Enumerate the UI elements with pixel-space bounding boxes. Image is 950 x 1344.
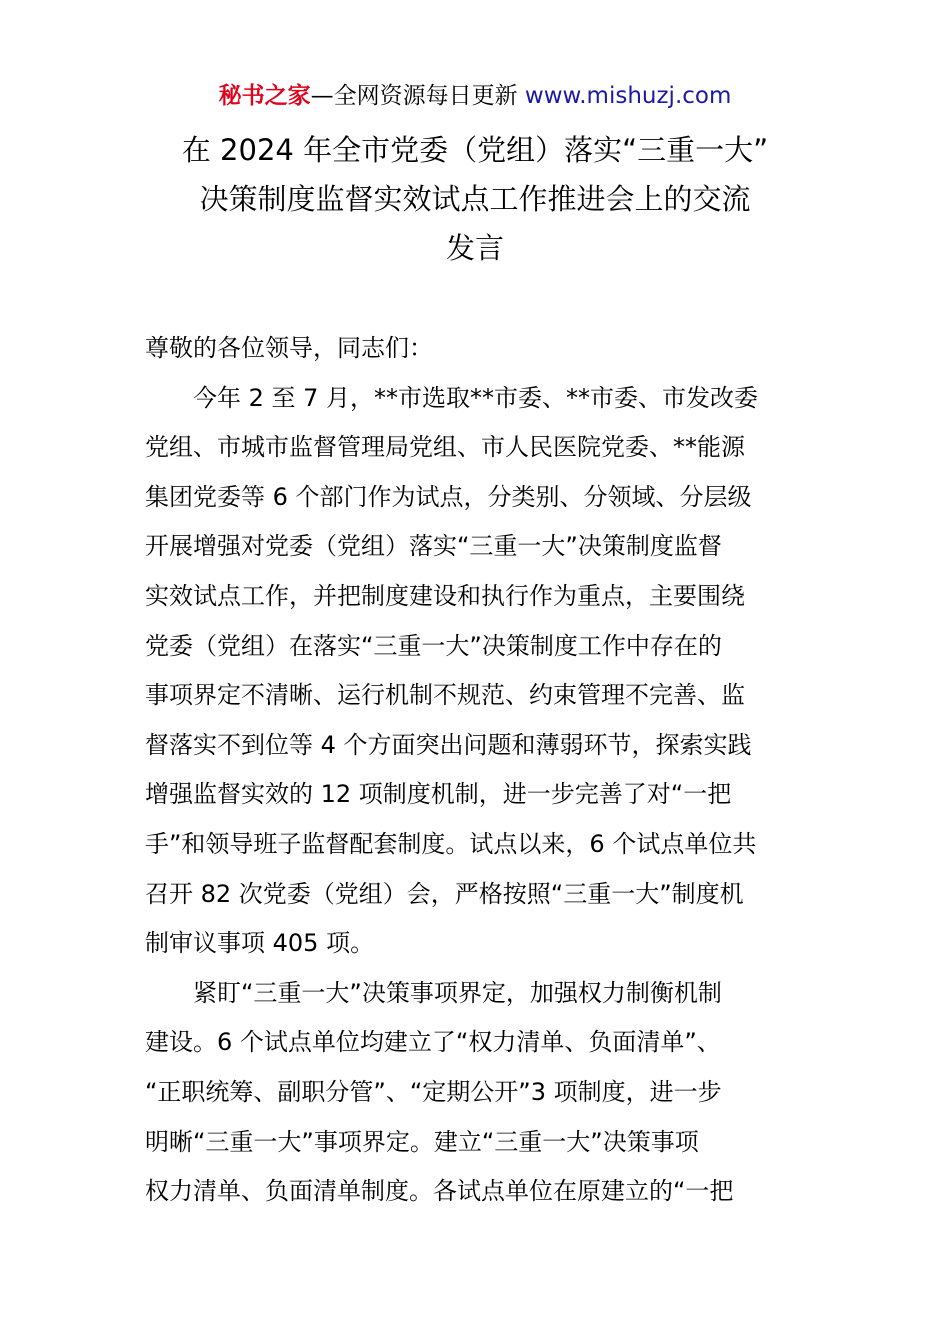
paragraph-line: 明晰“三重一大”事项界定。建立“三重一大”决策事项 [145,1127,699,1156]
title-line-1: 在 2024 年全市党委（党组）落实“三重一大” [181,133,769,167]
paragraph-line: 事项界定不清晰、运行机制不规范、约束管理不完善、监 [145,681,745,710]
site-slogan: —全网资源每日更新 [310,83,525,109]
paragraph-line: 党委（党组）在落实“三重一大”决策制度工作中存在的 [145,631,722,660]
paragraph-line: 督落实不到位等 4 个方面突出问题和薄弱环节，探索实践 [145,730,752,759]
paragraph-line: 开展增强对党委（党组）落实“三重一大”决策制度监督 [145,532,722,561]
site-url-link[interactable]: www.mishuzj.com [524,83,732,109]
paragraph-line: 党组、市城市监督管理局党组、市人民医院党委、**能源 [145,433,745,462]
title-line-3: 发言 [445,231,504,265]
paragraph-line: 紧盯“三重一大”决策事项界定，加强权力制衡机制 [193,978,722,1007]
paragraph-line: 建设。6 个试点单位均建立了“权力清单、负面清单”、 [145,1028,721,1057]
paragraph-1 [145,374,810,969]
title-line-2: 决策制度监督实效试点工作推进会上的交流 [199,182,751,216]
document-title [100,126,850,273]
paragraph-line: 召开 82 次党委（党组）会，严格按照“三重一大”制度机 [145,879,744,908]
paragraph-line: 权力清单、负面清单制度。各试点单位在原建立的“一把 [145,1177,734,1206]
paragraph-line: 集团党委等 6 个部门作为试点，分类别、分领域、分层级 [145,482,752,511]
salutation-text: 尊敬的各位领导，同志们： [145,334,433,362]
site-brand: 秘书之家 [218,83,311,109]
paragraph-2 [145,969,810,1217]
document-body [145,324,810,1217]
paragraph-line: “正职统筹、副职分管”、“定期公开”3 项制度，进一步 [145,1077,722,1106]
paragraph-line: 制审议事项 405 项。 [145,929,375,958]
paragraph-line: 今年 2 至 7 月，**市选取**市委、**市委、市发改委 [193,383,759,412]
paragraph-line: 增强监督实效的 12 项制度机制，进一步完善了对“一把 [145,780,732,809]
paragraph-line: 手”和领导班子监督配套制度。试点以来，6 个试点单位共 [145,829,757,858]
salutation [145,324,810,374]
paragraph-line: 实效试点工作，并把制度建设和执行作为重点，主要围绕 [145,581,745,610]
site-header [0,80,950,112]
